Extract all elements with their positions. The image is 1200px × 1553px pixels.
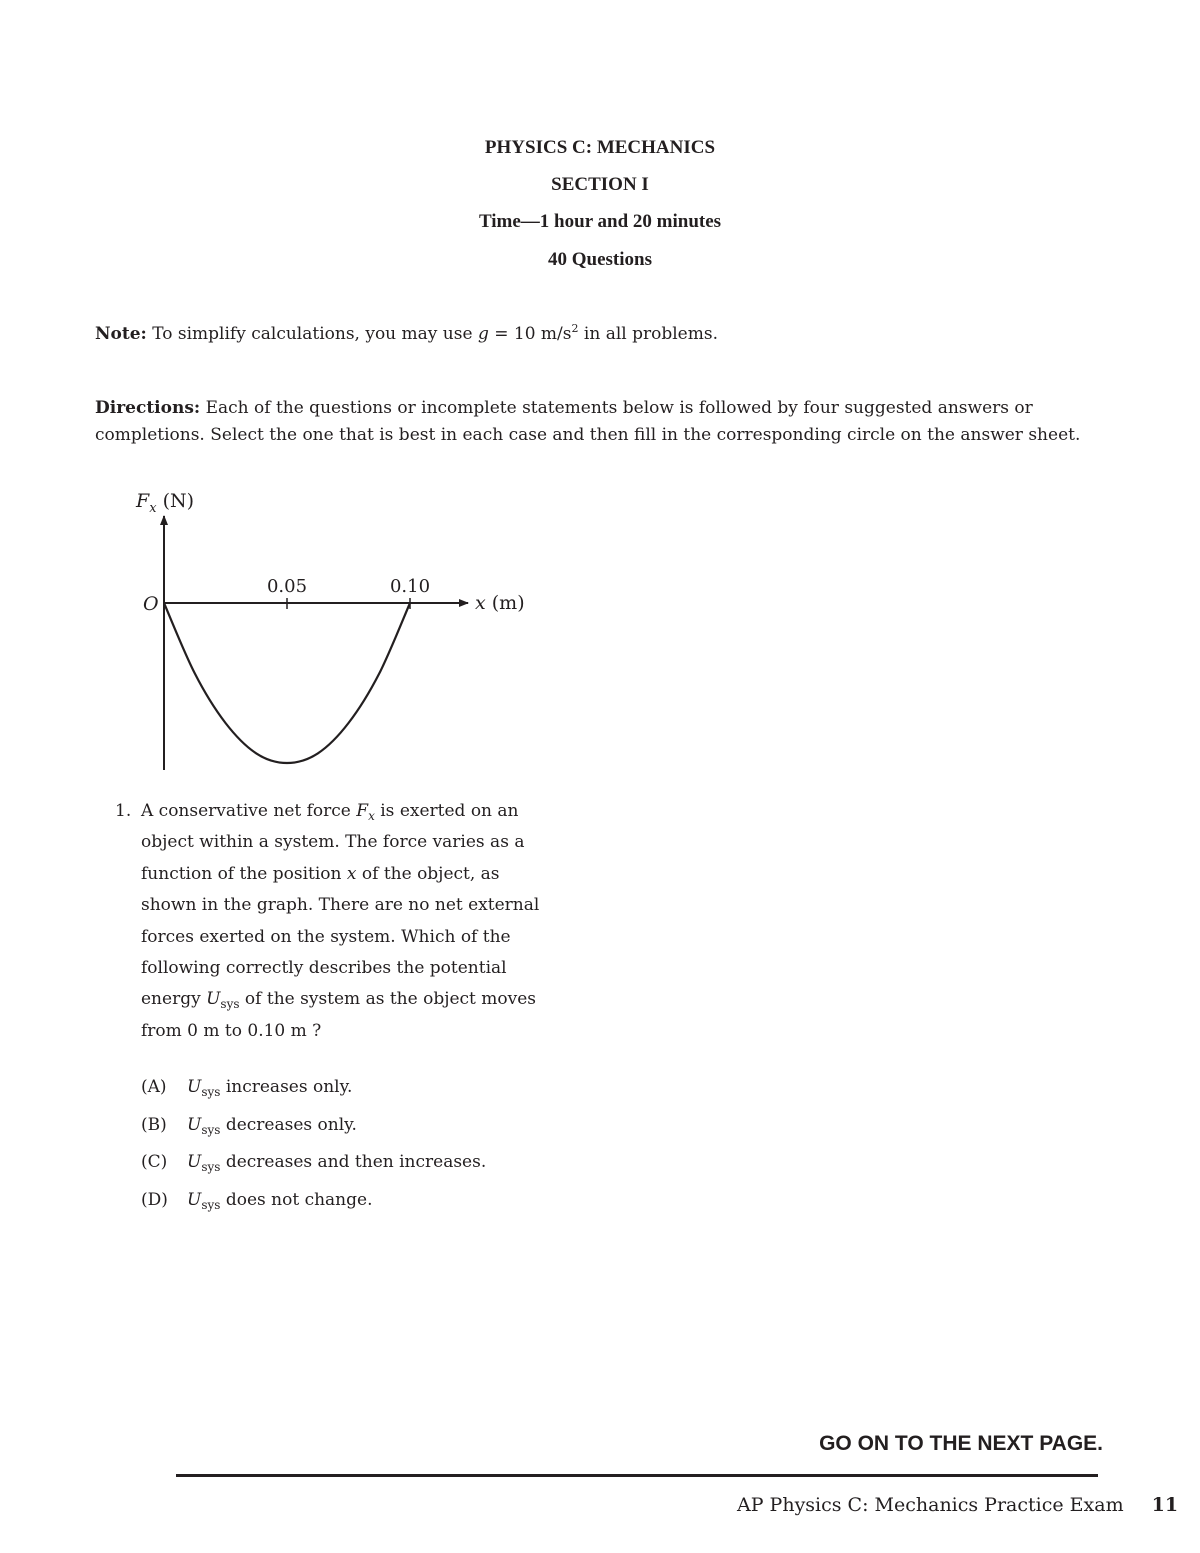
question-text-part-4: of the system as the object moves from 0 m to 0.10 m ?	[141, 989, 537, 1041]
directions-text: Each of the questions or incomplete statements below is followed by four suggested answers or completions. Select the one that is best in each case and then fill in the corresponding circle on the answer sheet.	[95, 398, 1081, 445]
note-label: Note:	[95, 324, 147, 344]
x-axis-label	[475, 592, 525, 614]
note-text-after: in all problems.	[578, 324, 718, 344]
choice-text: decreases and then increases.	[220, 1152, 487, 1172]
x-axis-label-unit: (m)	[485, 592, 525, 614]
choice-d	[141, 1187, 486, 1225]
force-subscript: x	[368, 809, 375, 823]
choice-letter: (C)	[141, 1152, 168, 1172]
question-text	[141, 796, 555, 1047]
choice-variable: U	[187, 1114, 202, 1135]
choice-b	[141, 1112, 486, 1150]
y-axis-label	[135, 490, 194, 516]
y-axis-label-unit: (N)	[156, 490, 195, 512]
choice-variable: U	[187, 1077, 202, 1097]
choice-subscript: sys	[201, 1197, 221, 1212]
y-axis-label-sub: x	[149, 501, 157, 516]
x-axis-label-var: x	[475, 592, 486, 614]
question-text-part-2: is exerted on an object within a system. The force varies as a function of the position	[141, 801, 525, 884]
note-text-before: To simplify calculations, you may use	[146, 324, 478, 344]
directions-label: Directions:	[95, 398, 201, 418]
page-number: 11	[1151, 1494, 1179, 1516]
choice-subscript: sys	[201, 1085, 221, 1099]
question-number: 1.	[115, 801, 132, 821]
x-tick-label: 0.05	[266, 576, 308, 597]
page-footer	[737, 1494, 1178, 1516]
choice-text: decreases only.	[220, 1114, 357, 1135]
answer-choices	[141, 1074, 486, 1224]
force-curve	[164, 603, 410, 763]
potential-energy-variable: U	[206, 989, 221, 1010]
choice-letter: (B)	[141, 1114, 167, 1135]
force-variable: F	[356, 801, 369, 821]
choice-letter: (A)	[141, 1077, 167, 1097]
exam-subject-title: PHYSICS C: MECHANICS	[484, 137, 716, 158]
y-axis-label-var: F	[136, 490, 150, 512]
choice-letter: (D)	[141, 1189, 168, 1210]
choice-subscript: sys	[201, 1160, 221, 1174]
choice-variable: U	[187, 1152, 202, 1172]
origin-label: O	[143, 593, 159, 615]
time-limit: Time—1 hour and 20 minutes	[478, 211, 722, 232]
choice-c	[141, 1149, 486, 1187]
footer-rule	[176, 1474, 1098, 1477]
note-equals: = 10 m/s	[488, 324, 572, 344]
choice-subscript: sys	[201, 1122, 221, 1137]
section-title: SECTION I	[551, 174, 649, 195]
question-1	[115, 796, 555, 1047]
position-variable: x	[346, 863, 357, 884]
note-variable: g	[477, 324, 489, 344]
question-text-part-3: of the object, as shown in the graph. There are no net external forces exerted on the system. Which of the following correctly describes the potential energy	[141, 863, 540, 1010]
x-tick-label: 0.10	[389, 576, 431, 597]
choice-text: increases only.	[220, 1077, 353, 1097]
question-text-part-1: A conservative net force	[141, 801, 357, 821]
potential-energy-subscript: sys	[220, 997, 240, 1012]
footer-title: AP Physics C: Mechanics Practice Exam	[737, 1494, 1124, 1516]
next-page-notice: GO ON TO THE NEXT PAGE.	[819, 1432, 1103, 1455]
choice-a	[141, 1074, 486, 1112]
question-count: 40 Questions	[548, 249, 652, 270]
note-exponent: 2	[571, 322, 579, 335]
choice-text: does not change.	[220, 1189, 373, 1210]
choice-variable: U	[187, 1189, 202, 1210]
